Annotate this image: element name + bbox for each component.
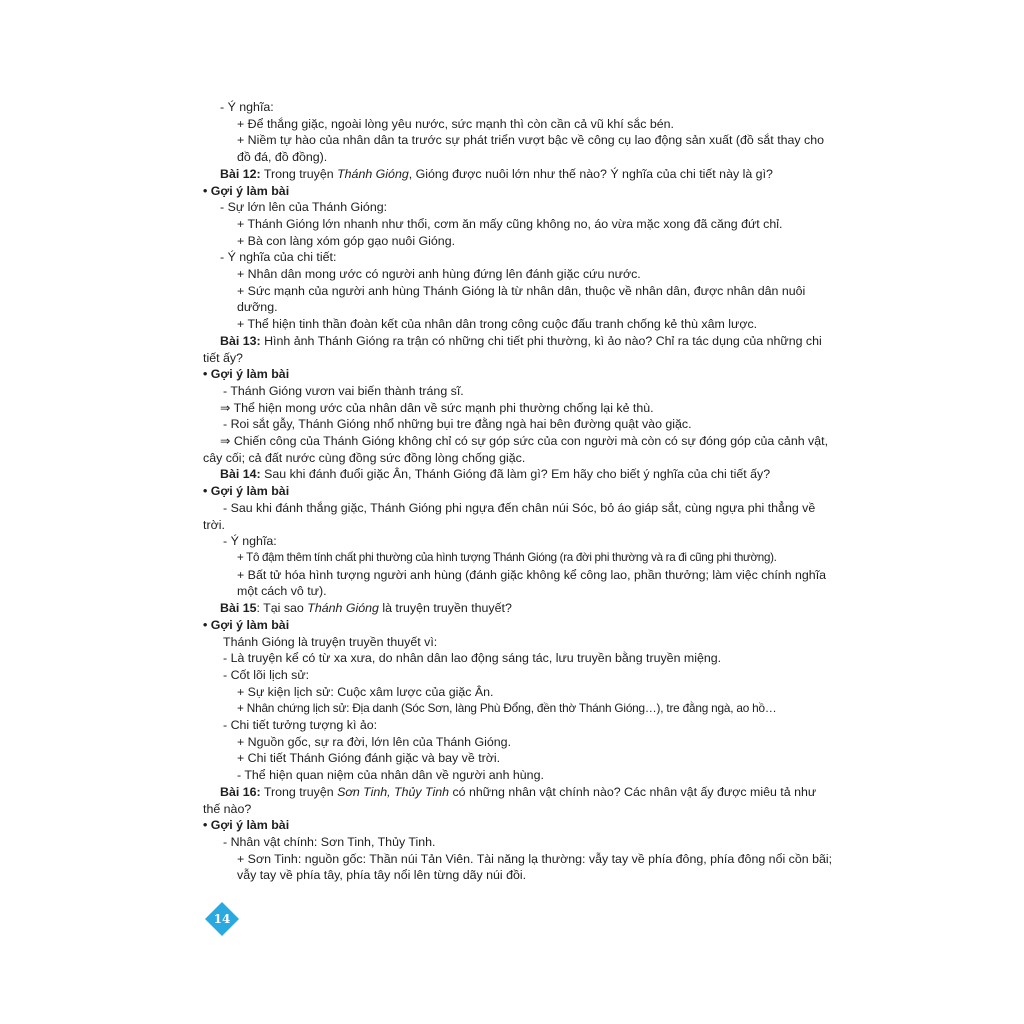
hint-label: • Gợi ý làm bài: [203, 818, 290, 833]
hint-label: • Gợi ý làm bài: [203, 367, 290, 382]
text-line: Thánh Gióng là truyện truyền thuyết vì:: [223, 634, 438, 649]
text-span: Trong truyện: [260, 166, 338, 181]
page-number-badge: [205, 902, 239, 936]
text-line: + Sơn Tinh: nguồn gốc: Thần núi Tản Viên. Tài năng lạ thường: vẫy tay về phía đông, phía đông nổi cồn bãi; vẫy tay về phía tây, phía tây nổi lên từng dãy núi đồi.: [237, 851, 833, 883]
text-line: + Để thắng giặc, ngoài lòng yêu nước, sức mạnh thì còn cần cả vũ khí sắc bén.: [237, 116, 674, 131]
text-line: + Thể hiện tinh thần đoàn kết của nhân dân trong công cuộc đấu tranh chống kẻ thù xâm lược.: [237, 317, 758, 332]
meaning-heading: - Ý nghĩa:: [220, 100, 274, 114]
text-line: + Bất tử hóa hình tượng người anh hùng (đánh giặc không kể công lao, phần thưởng; làm việc chính nghĩa một cách vô tư).: [237, 567, 827, 599]
hint-label: • Gợi ý làm bài: [203, 484, 290, 499]
text-span: , Gióng được nuôi lớn như thế nào? Ý nghĩa của chi tiết này là gì?: [408, 166, 773, 181]
text-line: + Chi tiết Thánh Gióng đánh giặc và bay về trời.: [237, 751, 501, 766]
exercise-label: Bài 15: [220, 601, 257, 616]
exercise-14: [203, 466, 833, 483]
exercise-label: Bài 13:: [220, 333, 261, 348]
text-line: - Sự lớn lên của Thánh Gióng:: [220, 200, 388, 215]
text-line: + Sức mạnh của người anh hùng Thánh Gióng là từ nhân dân, thuộc về nhân dân, được nhân dân nuôi dưỡng.: [237, 283, 806, 315]
story-title: Sơn Tinh, Thủy Tinh: [337, 784, 450, 799]
text-line: + Bà con làng xóm góp gạo nuôi Gióng.: [237, 233, 456, 248]
text-line: + Nguồn gốc, sự ra đời, lớn lên của Thánh Gióng.: [237, 734, 512, 749]
text-line: - Chi tiết tưởng tượng kì ảo:: [223, 718, 378, 733]
exercise-label: Bài 12:: [220, 166, 261, 181]
story-title: Thánh Gióng: [307, 601, 379, 616]
text-span: là truyện truyền thuyết?: [378, 601, 512, 616]
text-line: - Thể hiện quan niệm của nhân dân về người anh hùng.: [237, 768, 544, 783]
hint-heading: [203, 817, 833, 834]
hint-heading: [203, 366, 833, 383]
exercise-16: [203, 784, 833, 817]
document-body: [203, 99, 833, 884]
page-number: 14: [213, 912, 231, 926]
text-span: : Tại sao: [256, 601, 308, 616]
text-line: ⇒ Chiến công của Thánh Gióng không chỉ có sự góp sức của con người mà còn có sự đóng góp của cảnh vật, cây cối; cả đất nước cùng đồng sức đồng lòng chống giặc.: [203, 434, 829, 465]
text-span: Trong truyện: [260, 784, 338, 799]
text-span: có những nhân vật chính nào? Các nhân vật ấy được miêu tả như thế nào?: [203, 784, 817, 816]
text-line: + Niềm tự hào của nhân dân ta trước sự phát triển vượt bậc về công cụ lao động sản xuất (đồ sắt thay cho đồ đá, đồ đồng).: [237, 133, 825, 165]
exercise-label: Bài 14:: [220, 467, 261, 482]
text-line: - Ý nghĩa:: [223, 534, 277, 549]
exercise-15: [203, 600, 833, 617]
hint-label: • Gợi ý làm bài: [203, 183, 290, 198]
hint-heading: [203, 183, 833, 200]
exercise-13: [203, 333, 833, 366]
text-line: + Nhân chứng lịch sử: Địa danh (Sóc Sơn, làng Phù Đổng, đền thờ Thánh Gióng…), tre đằng ngà, ao hồ…: [237, 701, 777, 716]
text-line: ⇒ Thể hiện mong ước của nhân dân về sức mạnh phi thường chống lại kẻ thù.: [220, 400, 654, 415]
text-line: - Cốt lõi lịch sử:: [223, 667, 310, 682]
text-line: + Sự kiện lịch sử: Cuộc xâm lược của giặc Ân.: [237, 684, 494, 699]
text-line: + Nhân dân mong ước có người anh hùng đứng lên đánh giặc cứu nước.: [237, 267, 641, 282]
hint-label: • Gợi ý làm bài: [203, 617, 290, 632]
text-line: - Nhân vật chính: Sơn Tinh, Thủy Tinh.: [223, 834, 436, 849]
text-line: - Là truyện kể có từ xa xưa, do nhân dân lao động sáng tác, lưu truyền bằng truyền miệng.: [223, 651, 722, 666]
text-line: - Sau khi đánh thắng giặc, Thánh Gióng phi ngựa đến chân núi Sóc, bỏ áo giáp sắt, cùng ngựa phi thẳng về trời.: [203, 500, 816, 532]
text-line: + Tô đậm thêm tính chất phi thường của hình tượng Thánh Gióng (ra đời phi thường và ra đi cũng phi thường).: [237, 550, 777, 564]
text-line: - Ý nghĩa của chi tiết:: [220, 250, 337, 265]
text-span: Sau khi đánh đuổi giặc Ân, Thánh Gióng đã làm gì? Em hãy cho biết ý nghĩa của chi tiết ấy?: [260, 467, 771, 482]
story-title: Thánh Gióng: [337, 166, 409, 181]
text-line: - Thánh Gióng vươn vai biến thành tráng sĩ.: [223, 383, 464, 398]
exercise-label: Bài 16:: [220, 784, 261, 799]
text-line: - Roi sắt gẫy, Thánh Gióng nhổ những bụi tre đằng ngà hai bên đường quật vào giặc.: [223, 417, 692, 432]
hint-heading: [203, 617, 833, 634]
text-line: + Thánh Gióng lớn nhanh như thổi, cơm ăn mấy cũng không no, áo vừa mặc xong đã căng đứt chỉ.: [237, 216, 783, 231]
hint-heading: [203, 483, 833, 500]
exercise-12: [203, 166, 833, 183]
text-span: Hình ảnh Thánh Gióng ra trận có những chi tiết phi thường, kì ảo nào? Chỉ ra tác dụng của những chi tiết ấy?: [203, 333, 822, 365]
